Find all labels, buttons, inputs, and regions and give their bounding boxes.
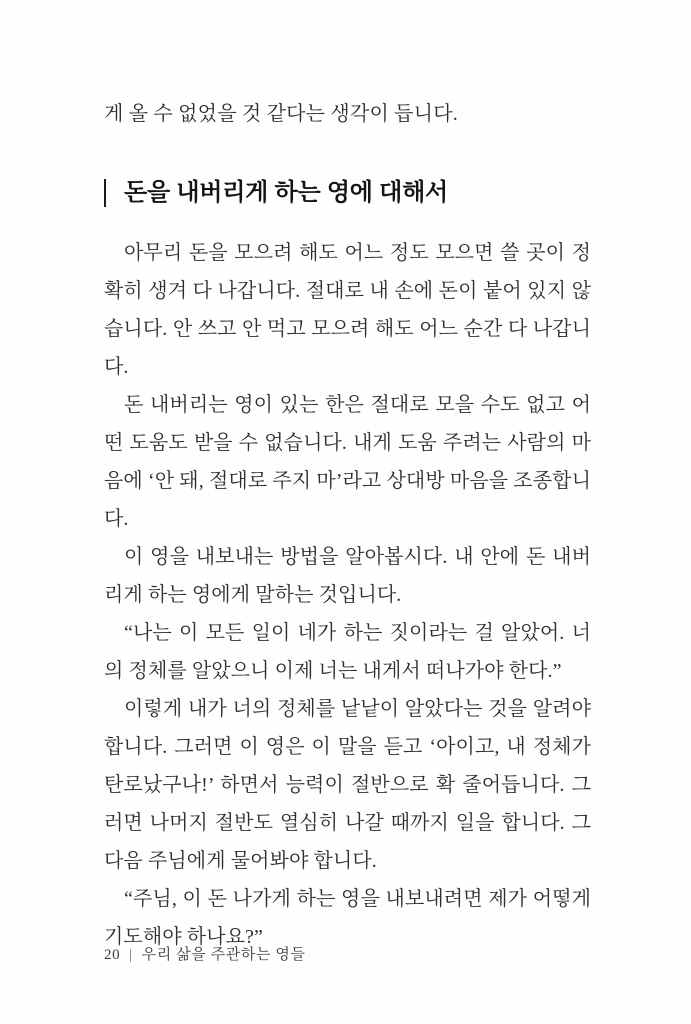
page-footer — [104, 944, 306, 967]
page-content — [104, 0, 591, 956]
paragraph: 이 영을 내보내는 방법을 알아봅시다. 내 안에 돈 내버리게 하는 영에게 말하는 것입니다. — [104, 546, 591, 606]
paragraph: “나는 이 모든 일이 네가 하는 짓이라는 걸 알았어. 너의 정체를 알았으니 이제 너는 내게서 떠나가야 한다.” — [104, 622, 591, 682]
body-text — [104, 234, 591, 956]
paragraph: “주님, 이 돈 나가게 하는 영을 내보내려면 제가 어떻게 기도해야 하나요?” — [104, 888, 591, 948]
section-heading — [104, 178, 591, 208]
footer-separator: | — [129, 948, 133, 963]
book-title: 우리 삶을 주관하는 영들 — [141, 947, 306, 963]
page-number: 20 — [104, 947, 121, 963]
section-title: 돈을 내버리게 하는 영에 대해서 — [124, 179, 448, 206]
continuation-paragraph: 게 올 수 없었을 것 같다는 생각이 듭니다. — [104, 103, 458, 125]
paragraph: 이렇게 내가 너의 정체를 낱낱이 알았다는 것을 알려야 합니다. 그러면 이 영은 이 말을 듣고 ‘아이고, 내 정체가 탄로났구나!’ 하면서 능력이 절반으로 확 줄어듭니다. 그러면 나머지 절반도 열심히 나갈 때까지 일을 합니다. 그다음 주님에게 물어봐야 합니다. — [104, 698, 591, 872]
paragraph: 돈 내버리는 영이 있는 한은 절대로 모을 수도 없고 어떤 도움도 받을 수 없습니다. 내게 도움 주려는 사람의 마음에 ‘안 돼, 절대로 주지 마’라고 상대방 마음을 조종합니다. — [104, 394, 591, 530]
paragraph: 아무리 돈을 모으려 해도 어느 정도 모으면 쓸 곳이 정확히 생겨 다 나갑니다. 절대로 내 손에 돈이 붙어 있지 않습니다. 안 쓰고 안 먹고 모으려 해도 어느 순간 다 나갑니다. — [104, 242, 591, 378]
section-marker-bar — [104, 179, 106, 207]
